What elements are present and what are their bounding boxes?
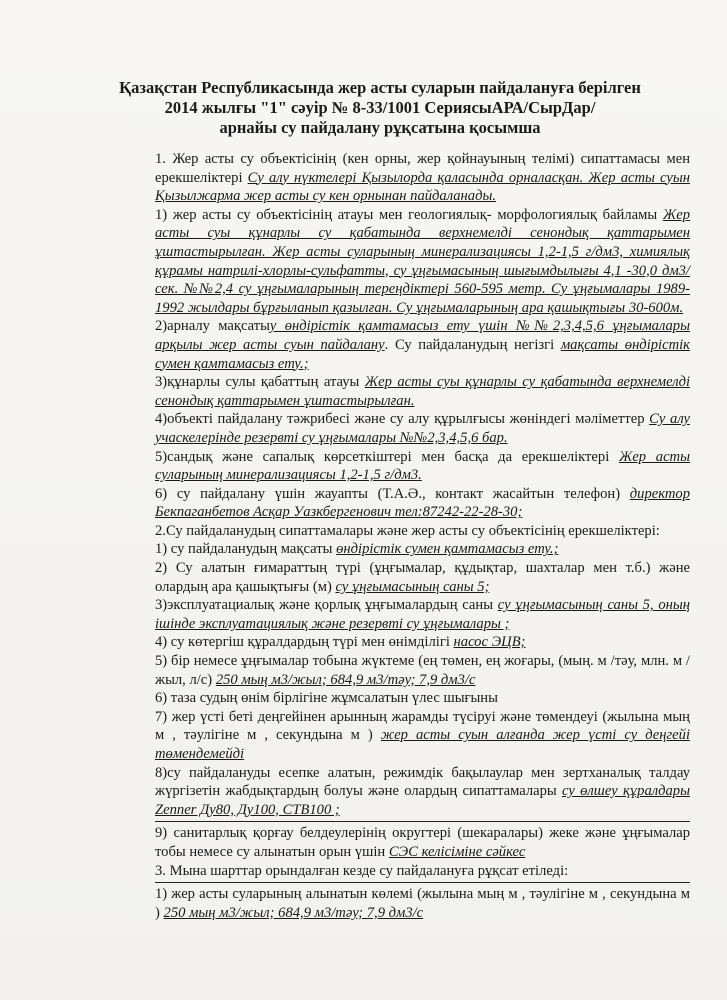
- document-header: [110, 78, 650, 138]
- section-3-intro: 3. Мына шарттар орындалған кезде су пайдалануға рұқсат етіледі:: [155, 862, 569, 879]
- s1-item-2: 2)арналу мақсатыу өндірістік қамтамасыз ету үшін №№2,3,4,5,6 ұңғымалары арқылы жер асты суын пайдалану. Су пайдаланудың негізгі мақсаты өндірістік сумен қамтамасыз ету.;: [155, 318, 690, 372]
- section-2-intro: 2.Су пайдаланудың сипаттамалары және жер асты су объектісінің ерекшеліктері:: [155, 522, 660, 539]
- s2-item-9: 9) санитарлық қорғау белдеулерінің округтері (шекаралары) жеке және ұңғымалар тобы немесе су алынатын орын үшін СЭС келісіміне сәйкес: [155, 825, 690, 860]
- s2-item-4: 4) су көтергіш құралдардың түрі мен өнімділігі насос ЭЦВ;: [155, 634, 526, 651]
- divider-line: [155, 821, 690, 822]
- s1-item-1: 1) жер асты су объектісінің атауы мен геологиялық- морфологиялық байламы Жер асты суы құнарлы су қабатында верхнемелді сенондық қаттарымен ұштастырылған. Жер асты суларының минерализациясы 1,2-1,5 г/дм3, химиялық құрамы натрилі-хлорлы-сульфатты, су ұңғымасының шығымдылығы 4,1 -30,0 дм3/сек. №№2,4 су ұңғымаларының тереңдіктері 560-595 метр. Су ұңғымалары 1989-1992 жылдары бұрғыланып қазылған. Су ұңғымаларының ара қашықтығы 30-600м.: [155, 206, 690, 316]
- s2-item-2: 2) Су алатын ғимараттың түрі (ұңғымалар, құдықтар, шахталар мен т.б.) және олардың ара қашықтығы (м) су ұңғымасының саны 5;: [155, 560, 690, 595]
- s2-item-3: 3)эксплуатациалық және қорлық ұңғымалардың саны су ұңғымасының саны 5, оның ішінде эксплуатациялық және резервті су ұңғымалары ;: [155, 597, 691, 632]
- s2-item-1: 1) су пайдаланудың мақсаты өндірістік сумен қамтамасыз ету.;: [155, 541, 559, 558]
- s1-item-5: 5)сандық және сапалық көрсеткіштері мен басқа да ерекшеліктері Жер асты суларының минерализациясы 1,2-1,5 г/дм3.: [155, 448, 690, 484]
- header-line-2: 2014 жылғы "1" сәуір № 8-33/1001 СериясыАРА/СырДар/: [164, 98, 596, 117]
- section-1-intro: 1. Жер асты су объектісінің (кен орны, жер қойнауының телімі) сипаттамасы мен ерекшеліктері Су алу нүктелері Қызылорда қаласында орналасқан. Жер асты суын Қызылжарма жер асты су кен орнынан пайдаланады.: [155, 151, 691, 205]
- s1-item-6: 6) су пайдалану үшін жауапты (Т.А.Ә., контакт жасайтын телефон) директор Бекпаганбетов Асқар Уазкбергенович тел:87242-22-28-30;: [155, 485, 690, 521]
- document-body: [155, 150, 690, 922]
- s1-item-4: 4)объекті пайдалану тәжрибесі және су алу құрылғысы жөніндегі мәліметтер Су алу учаскелерінде резервті су ұңғымалары №№2,3,4,5,6 бар.: [155, 411, 690, 446]
- s2-item-6: 6) таза судың өнім бірлігіне жұмсалатын үлес шығыны: [155, 690, 498, 707]
- s2-item-8: 8)су пайдалануды есепке алатын, режимдік бақылаулар мен зертханалық талдау жүргізетін жабдықтардың болуы және олардың сипаттамалары су өлшеу құралдары Zenner Ду80, Ду100, СТВ100 ;: [155, 764, 690, 818]
- divider-line: [155, 882, 690, 883]
- s3-item-1: 1) жер асты суларының алынатын көлемі (жылына мың м , тәулігіне м , секундына м ) 250 мың м3/жыл; 684,9 м3/тәу; 7,9 дм3/с: [155, 886, 690, 921]
- s2-item-5: 5) бір немесе ұңғымалар тобына жүктеме (ең төмен, ең жоғары, (мың. м /тәу, млн. м /жыл, л/с) 250 мың м3/жыл; 684,9 м3/тәу; 7,9 дм3/с: [155, 653, 690, 688]
- header-line-3: арнайы су пайдалану рұқсатына қосымша: [219, 118, 541, 137]
- s1-item-3: 3)құнарлы сулы қабаттың атауы Жер асты суы құнарлы су қабатында верхнемелді сенондық қаттарымен ұштастырылған.: [155, 374, 691, 409]
- s2-item-7: 7) жер үсті беті деңгейінен арынның жарамды түсіруі және төмендеуі (жылына мың м , тәулігіне м , секундына м ) жер асты суын алғанда жер үсті су деңгейі төмендемейді: [155, 708, 690, 762]
- header-line-1: Қазақстан Республикасында жер асты суларын пайдалануға берілген: [119, 78, 641, 97]
